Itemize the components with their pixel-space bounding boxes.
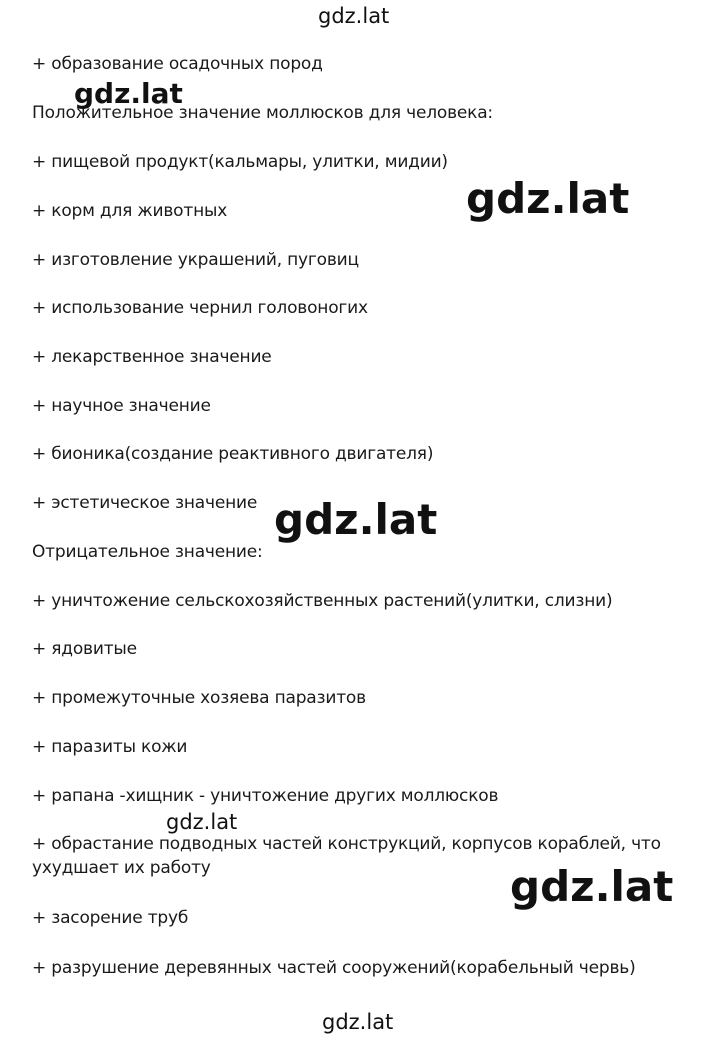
text-line-18: + засорение труб: [32, 908, 189, 928]
text-line-3: + пищевой продукт(кальмары, улитки, мидии): [32, 152, 448, 172]
watermark-right-lower: gdz.lat: [510, 862, 674, 911]
text-line-1: + образование осадочных пород: [32, 54, 323, 74]
text-line-7: + лекарственное значение: [32, 347, 272, 367]
watermark-right-upper: gdz.lat: [466, 174, 630, 223]
text-line-9: + бионика(создание реактивного двигателя): [32, 444, 434, 464]
text-line-8: + научное значение: [32, 396, 211, 416]
text-line-12: + уничтожение сельскохозяйственных растений(улитки, слизни): [32, 591, 613, 611]
text-line-10: + эстетическое значение: [32, 493, 258, 513]
watermark-top: gdz.lat: [318, 4, 390, 28]
watermark-left-upper: gdz.lat: [74, 77, 183, 110]
text-line-19: + разрушение деревянных частей сооружений(корабельный червь): [32, 958, 636, 978]
text-line-2: Положительное значение моллюсков для человека:: [32, 103, 493, 123]
text-line-16: + рапана -хищник - уничтожение других моллюсков: [32, 786, 499, 806]
watermark-center: gdz.lat: [274, 495, 438, 544]
text-line-17: + обрастание подводных частей конструкций, корпусов кораблей, что ухудшает их работу: [32, 834, 661, 878]
text-line-4: + корм для животных: [32, 201, 228, 221]
text-line-14: + промежуточные хозяева паразитов: [32, 688, 366, 708]
watermark-bottom: gdz.lat: [322, 1010, 394, 1034]
text-line-6: + использование чернил головоногих: [32, 298, 368, 318]
watermark-left-lower: gdz.lat: [166, 810, 238, 834]
text-line-15: + паразиты кожи: [32, 737, 188, 757]
text-line-13: + ядовитые: [32, 639, 137, 659]
text-line-5: + изготовление украшений, пуговиц: [32, 250, 359, 270]
text-line-11: Отрицательное значение:: [32, 542, 263, 562]
